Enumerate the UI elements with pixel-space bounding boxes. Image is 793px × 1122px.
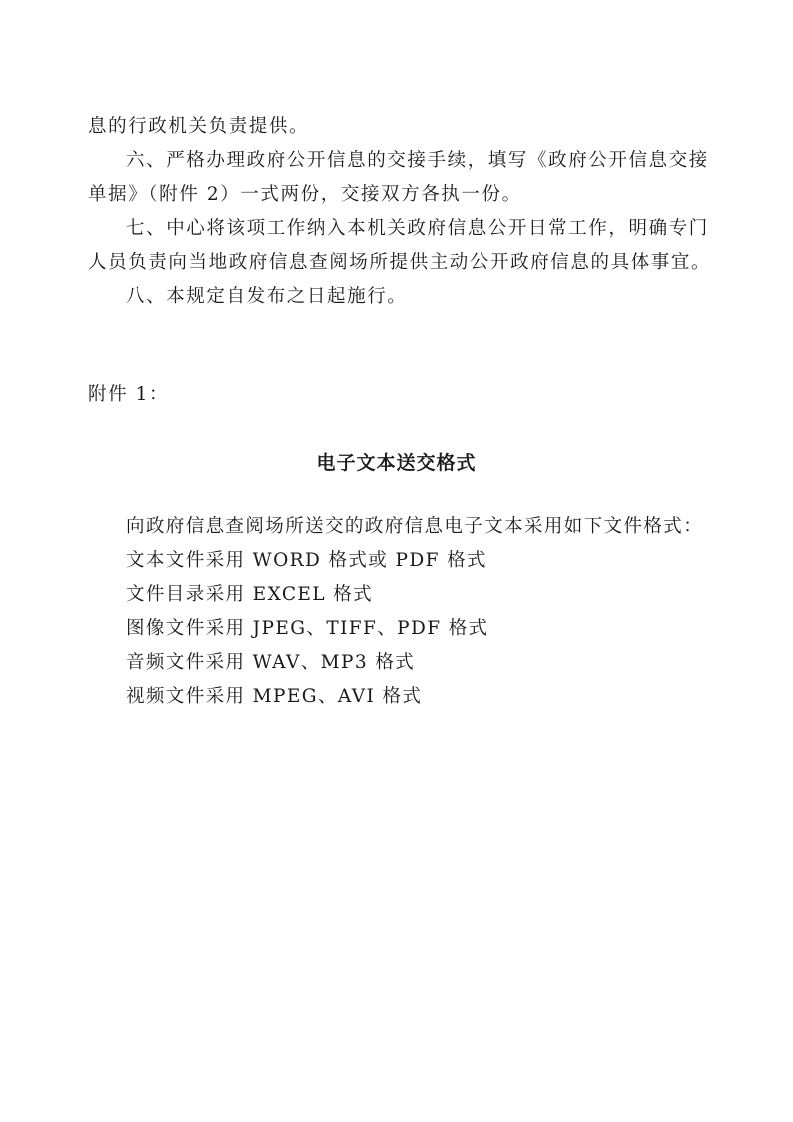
body-paragraph-item-7: 七、中心将该项工作纳入本机关政府信息公开日常工作，明确专门人员负责向当地政府信息查阅场所提供主动公开政府信息的具体事宜。 [88,218,712,273]
format-item-video: 视频文件采用 MPEG、AVI 格式 [126,686,423,707]
format-item-text: 文本文件采用 WORD 格式或 PDF 格式 [126,550,487,571]
format-item-image: 图像文件采用 JPEG、TIFF、PDF 格式 [126,618,489,639]
body-paragraph-item-6: 六、严格办理政府公开信息的交接手续，填写《政府公开信息交接单据》（附件 2）一式两份，交接双方各执一份。 [88,150,709,205]
format-intro: 向政府信息查阅场所送交的政府信息电子文本采用如下文件格式： [126,516,704,537]
format-item-audio: 音频文件采用 WAV、MP3 格式 [126,652,416,673]
format-item-directory: 文件目录采用 EXCEL 格式 [126,584,374,605]
format-list [126,510,703,714]
attachment-title: 电子文本送交格式 [316,452,477,474]
body-paragraph-item-8: 八、本规定自发布之日起施行。 [126,286,408,307]
attachment-label: 附件 1： [88,384,170,405]
body-paragraph-continuation: 息的行政机关负责提供。 [88,116,310,137]
